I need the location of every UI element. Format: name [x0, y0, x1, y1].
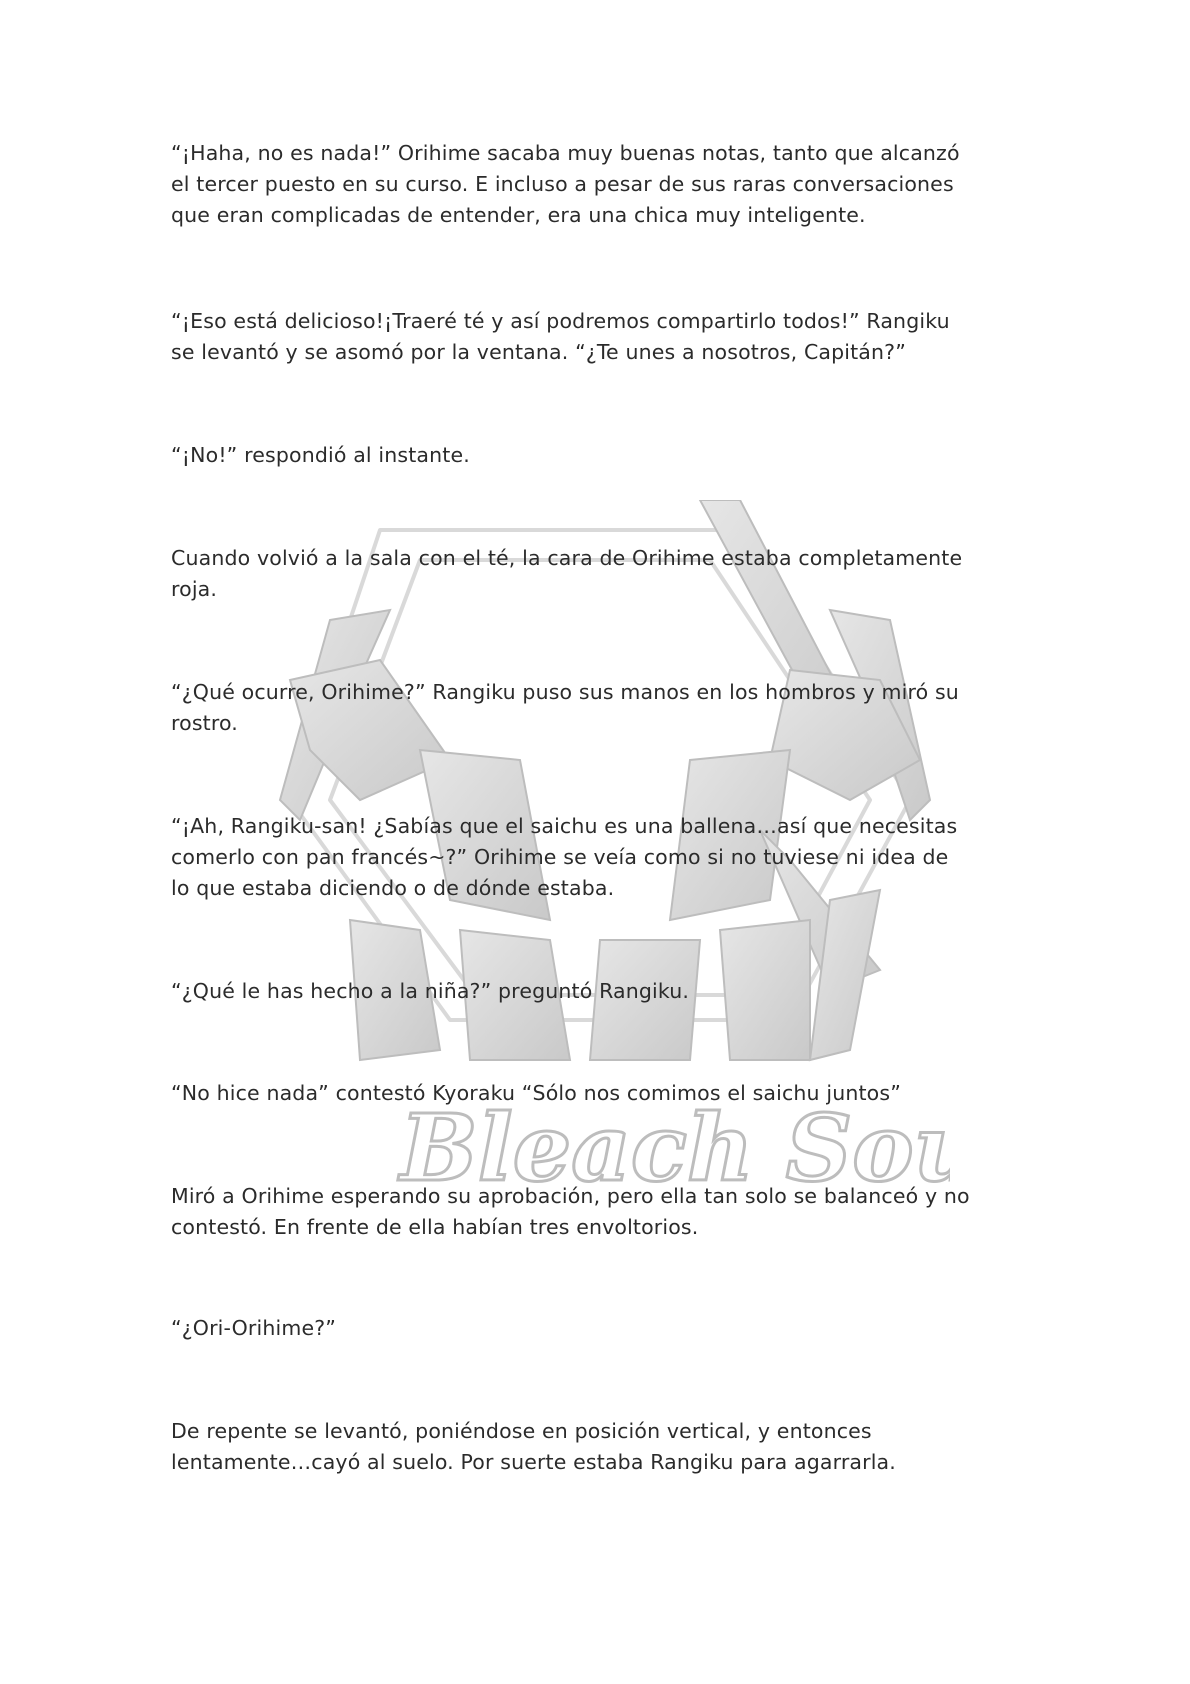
paragraph: [171, 138, 1031, 231]
paragraph: [171, 811, 1031, 904]
text-line: “¡Ah, Rangiku-san! ¿Sabías que el saichu es una ballena…así que necesitas: [171, 814, 958, 838]
text-line: Cuando volvió a la sala con el té, la cara de Orihime estaba completamente: [171, 546, 963, 570]
watermark-text: Bleach So: [400, 1094, 914, 1202]
text-line: comerlo con pan francés~?” Orihime se veía como si no tuviese ni idea de: [171, 845, 949, 869]
text-line: “¿Qué ocurre, Orihime?” Rangiku puso sus manos en los hombros y miró su: [171, 680, 959, 704]
paragraph: [171, 1313, 1031, 1344]
paragraph: [171, 306, 1031, 368]
text-line: Miró a Orihime esperando su aprobación, pero ella tan solo se balanceó y no: [171, 1184, 970, 1208]
text-line: que eran complicadas de entender, era una chica muy inteligente.: [171, 203, 866, 227]
text-line: “¡No!” respondió al instante.: [171, 443, 470, 467]
paragraph: [171, 543, 1031, 605]
text-line: “¡Eso está delicioso!¡Traeré té y así podremos compartirlo todos!” Rangiku: [171, 309, 950, 333]
text-line: De repente se levantó, poniéndose en posición vertical, y entonces: [171, 1419, 872, 1443]
text-line: “¿Ori-Orihime?”: [171, 1316, 337, 1340]
paragraph: [171, 677, 1031, 739]
text-line: lentamente…cayó al suelo. Por suerte estaba Rangiku para agarrarla.: [171, 1450, 896, 1474]
text-line: rostro.: [171, 711, 238, 735]
text-line: “¡Haha, no es nada!” Orihime sacaba muy buenas notas, tanto que alcanzó: [171, 141, 960, 165]
paragraph: [171, 1078, 1031, 1109]
text-line: lo que estaba diciendo o de dónde estaba.: [171, 876, 615, 900]
text-line: “No hice nada” contestó Kyoraku “Sólo nos comimos el saichu juntos”: [171, 1081, 901, 1105]
text-line: el tercer puesto en su curso. E incluso a pesar de sus raras conversaciones: [171, 172, 954, 196]
paragraph: [171, 1416, 1031, 1478]
text-line: “¿Qué le has hecho a la niña?” preguntó Rangiku.: [171, 979, 690, 1003]
text-line: se levantó y se asomó por la ventana. “¿Te unes a nosotros, Capitán?”: [171, 340, 906, 364]
paragraph: [171, 440, 1031, 471]
text-line: contestó. En frente de ella habían tres envoltorios.: [171, 1215, 699, 1239]
text-line: roja.: [171, 577, 218, 601]
paragraph: [171, 1181, 1031, 1243]
paragraph: [171, 976, 1031, 1007]
